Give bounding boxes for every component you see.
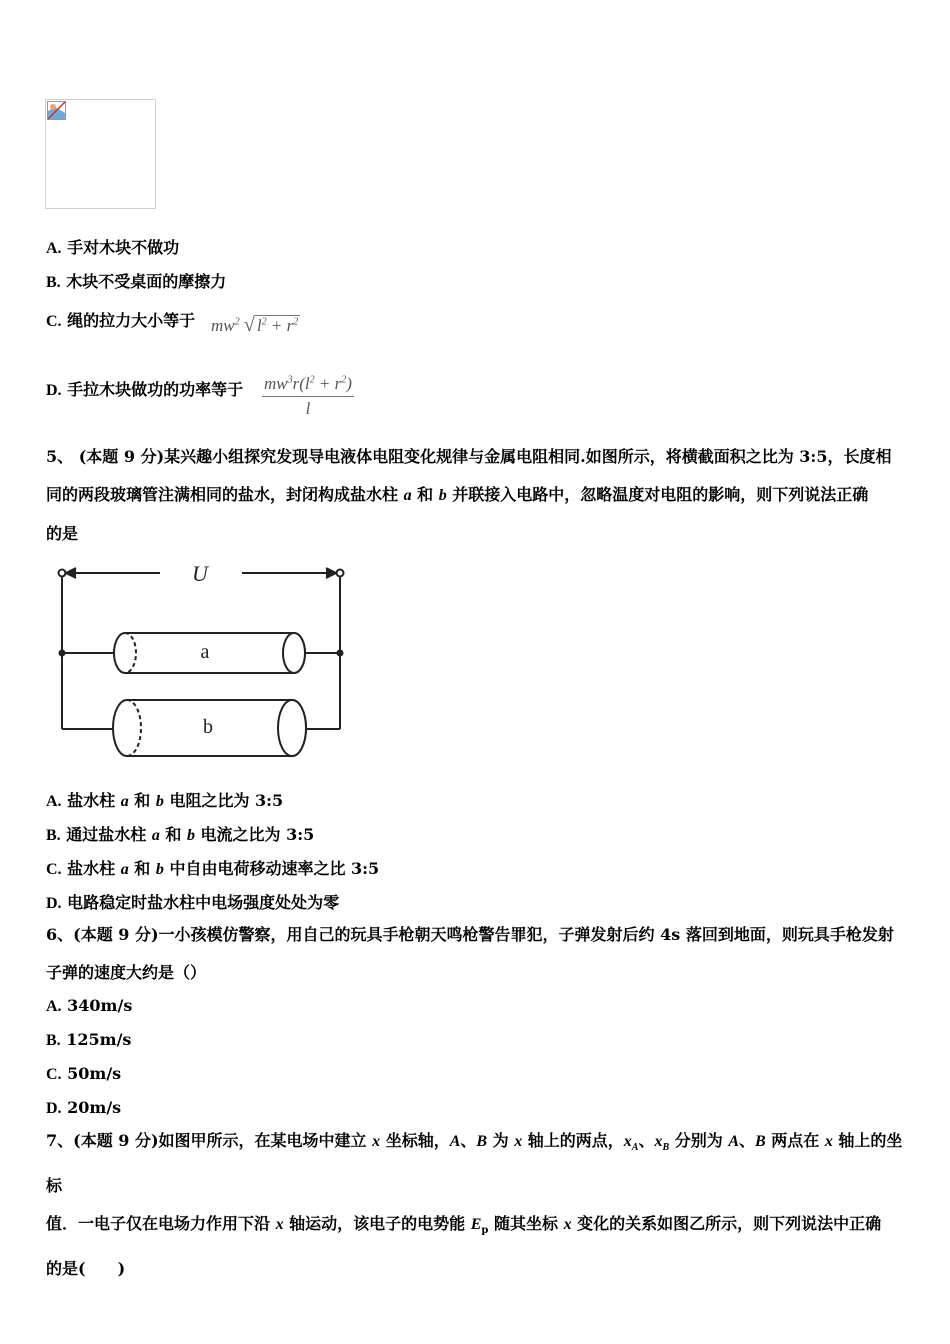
tube-b-label: b	[203, 716, 213, 738]
q5-line-3: 的是	[46, 524, 79, 543]
q4-option-d: D. 手拉木块做功的功率等于	[46, 380, 244, 399]
q6-option-c: C. 50m/s	[46, 1064, 122, 1083]
q6-stem	[46, 916, 906, 992]
q5-option-a: A. 盐水柱 a 和 b 电阻之比为 3:5	[46, 791, 284, 810]
broken-image-icon	[47, 101, 67, 121]
q7-line-2: 值．一电子仅在电场力作用下沿 x 轴运动，该电子的电势能 $E_p$ 随其坐标 x 变化的关系如图乙所示，则下列说法中正确	[46, 1214, 882, 1237]
q7-stem	[46, 1122, 906, 1288]
q7-line-3: 的是( )	[46, 1259, 126, 1279]
q4-formula-d-denominator: l	[305, 399, 311, 418]
q5-circuit-diagram	[50, 556, 350, 766]
q5-option-d: D. 电路稳定时盐水柱中电场强度处处为零	[46, 893, 340, 912]
q5-stem	[46, 438, 906, 553]
tube-a-label: a	[200, 641, 210, 663]
q4-option-b: B. 木块不受桌面的摩擦力	[46, 272, 227, 291]
q6-option-a: A. 340m/s	[46, 996, 133, 1015]
q4-option-a: A. 手对木块不做功	[46, 238, 180, 257]
q6-option-d: D. 20m/s	[46, 1098, 122, 1117]
q5-line-1: 5、 (本题 9 分)某兴趣小组探究发现导电液体电阻变化规律与金属电阻相同.如图所示，将横截面积之比为 3:5，长度相	[46, 447, 892, 466]
q7-line-1: 7、(本题 9 分)如图甲所示，在某电场中建立 x 坐标轴，A、B 为 x 轴上的两点，$x_A$、$x_B$ 分别为 A、B 两点在 x 轴上的坐标	[46, 1131, 903, 1196]
voltage-label: U	[192, 561, 208, 586]
q4-formula-c: $mw^2$ √ $l^2 + r^2$	[211, 314, 299, 336]
q6-line-1: 6、(本题 9 分)一小孩模仿警察，用自己的玩具手枪朝天鸣枪警告罪犯，子弹发射后约 4s 落回到地面，则玩具手枪发射	[46, 925, 894, 944]
broken-image-placeholder	[45, 99, 156, 209]
junction-dot	[59, 650, 66, 657]
q6-option-b: B. 125m/s	[46, 1030, 132, 1049]
q4-formula-d	[262, 374, 354, 419]
q4-formula-d-numerator: $mw^3r(l^2 + r^2)$	[262, 374, 354, 397]
junction-dot	[337, 650, 344, 657]
q5-option-b: B. 通过盐水柱 a 和 b 电流之比为 3:5	[46, 825, 315, 844]
q5-line-2: 同的两段玻璃管注满相同的盐水，封闭构成盐水柱 a 和 b 并联接入电路中，忽略温度对电阻的影响，则下列说法正确	[46, 485, 869, 504]
q4-option-c: C. 绳的拉力大小等于	[46, 311, 196, 330]
salt-water-tube-a	[114, 633, 305, 673]
q5-option-c: C. 盐水柱 a 和 b 中自由电荷移动速率之比 3:5	[46, 859, 380, 878]
q6-line-2: 子弹的速度大约是（）	[46, 963, 207, 982]
